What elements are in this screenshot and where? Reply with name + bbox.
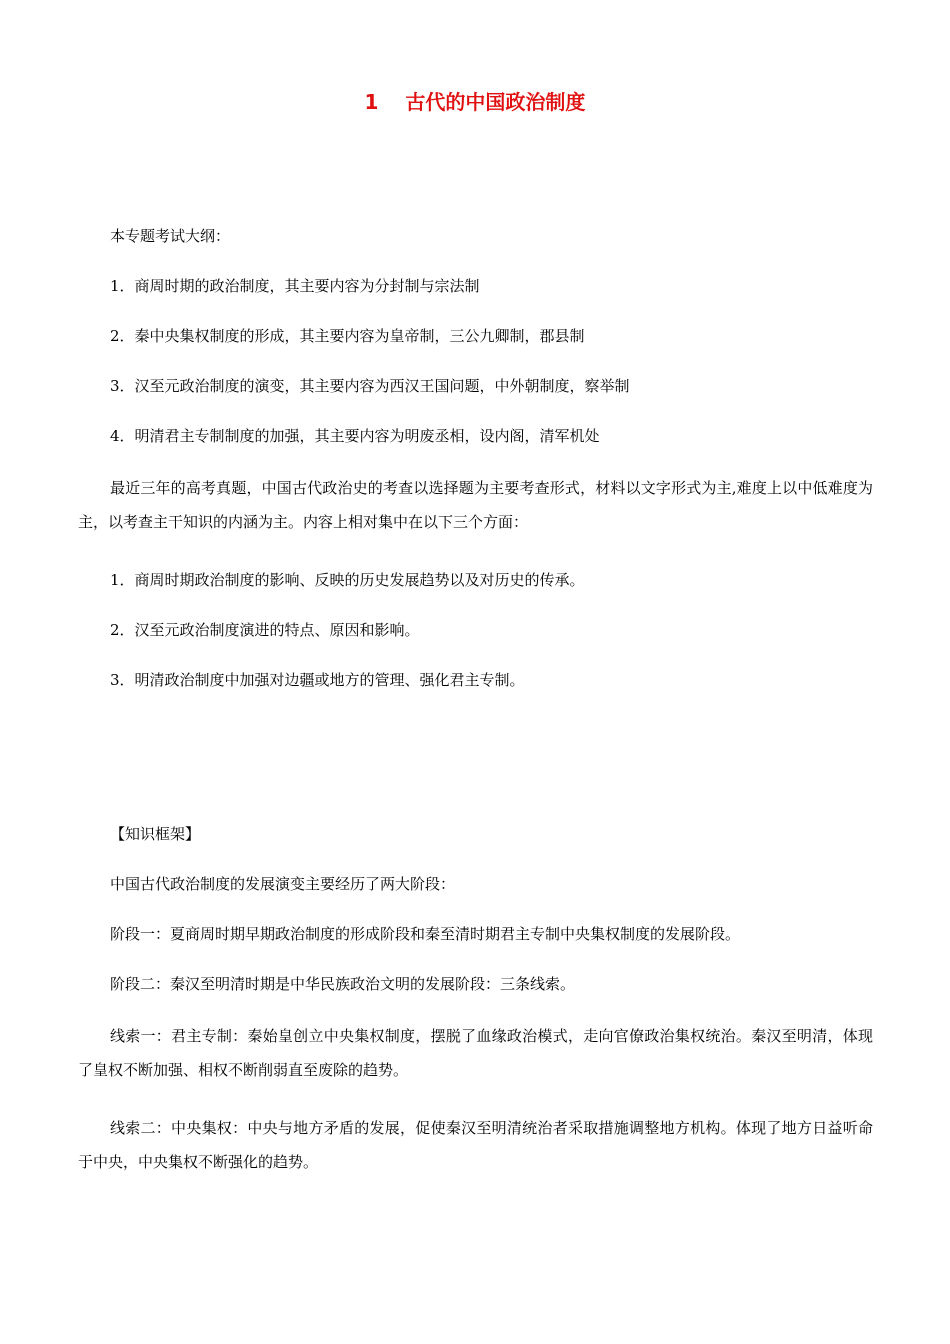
focus-item: 3．明清政治制度中加强对边疆或地方的管理、强化君主专制。 <box>110 671 525 689</box>
framework-intro: 中国古代政治制度的发展演变主要经历了两大阶段： <box>110 875 456 893</box>
stage-two: 阶段二：秦汉至明清时期是中华民族政治文明的发展阶段：三条线索。 <box>110 975 576 993</box>
outline-item: 1．商周时期的政治制度，其主要内容为分封制与宗法制 <box>110 277 480 295</box>
clue-one-paragraph: 线索一：君主专制：秦始皇创立中央集权制度，摆脱了血缘政治模式，走向官僚政治集权统治。秦汉至明清，体现了皇权不断加强、相权不断削弱直至废除的趋势。 <box>78 1027 873 1079</box>
outline-item: 2．秦中央集权制度的形成，其主要内容为皇帝制，三公九卿制，郡县制 <box>110 327 585 345</box>
page-title: 1 古代的中国政治制度 <box>364 90 586 114</box>
outline-item: 4．明清君主专制制度的加强，其主要内容为明废丞相，设内阁，清军机处 <box>110 427 600 445</box>
stage-one: 阶段一：夏商周时期早期政治制度的形成阶段和秦至清时期君主专制中央集权制度的发展阶段。 <box>110 925 741 943</box>
framework-heading: 【知识框架】 <box>110 825 201 843</box>
clue-two-paragraph: 线索二：中央集权：中央与地方矛盾的发展，促使秦汉至明清统治者采取措施调整地方机构。体现了地方日益听命于中央，中央集权不断强化的趋势。 <box>78 1119 873 1171</box>
focus-item: 2．汉至元政治制度演进的特点、原因和影响。 <box>110 621 420 639</box>
focus-item: 1．商周时期政治制度的影响、反映的历史发展趋势以及对历史的传承。 <box>110 571 585 589</box>
outline-heading: 本专题考试大纲： <box>110 227 231 245</box>
analysis-paragraph: 最近三年的高考真题，中国古代政治史的考查以选择题为主要考查形式，材料以文字形式为主,难度上以中低难度为主，以考查主干知识的内涵为主。内容上相对集中在以下三个方面： <box>78 479 873 531</box>
outline-item: 3．汉至元政治制度的演变，其主要内容为西汉王国问题，中外朝制度，察举制 <box>110 377 630 395</box>
